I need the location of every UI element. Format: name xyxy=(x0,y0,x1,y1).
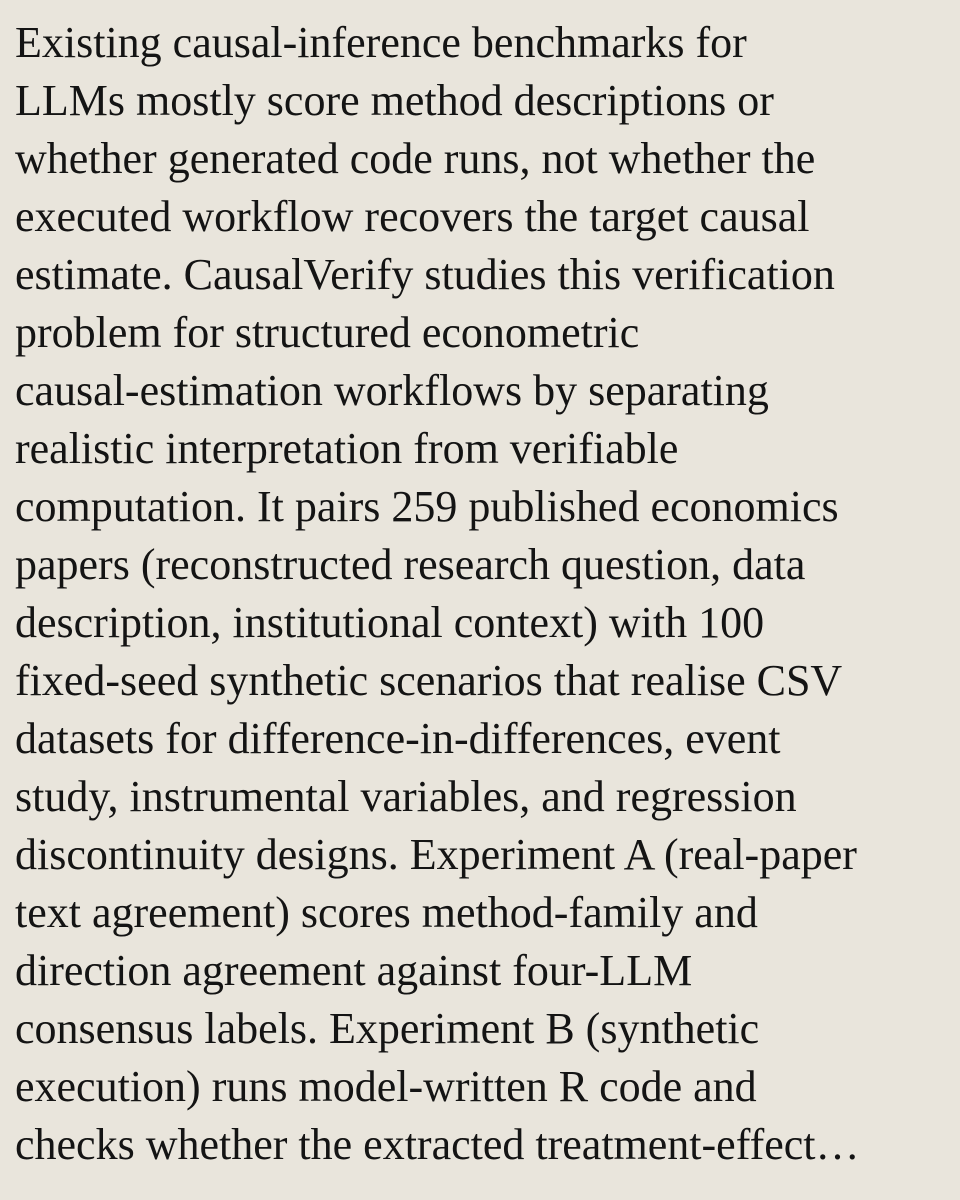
abstract-line: executed workflow recovers the target causal xyxy=(15,192,810,241)
abstract-line: study, instrumental variables, and regression xyxy=(15,772,797,821)
abstract-line: direction agreement against four-LLM xyxy=(15,946,693,995)
abstract-line: computation. It pairs 259 published economics xyxy=(15,482,839,531)
abstract-line: text agreement) scores method-family and xyxy=(15,888,758,937)
abstract-text xyxy=(15,14,960,1174)
abstract-line: fixed-seed synthetic scenarios that realise CSV xyxy=(15,656,843,705)
abstract-line: consensus labels. Experiment B (synthetic xyxy=(15,1004,760,1053)
abstract-line: description, institutional context) with 100 xyxy=(15,598,765,647)
abstract-line: estimate. CausalVerify studies this verification xyxy=(15,250,835,299)
abstract-line: datasets for difference-in-differences, event xyxy=(15,714,781,763)
abstract-line: execution) runs model-written R code and xyxy=(15,1062,757,1111)
abstract-line: papers (reconstructed research question, data xyxy=(15,540,806,589)
abstract-line: whether generated code runs, not whether the xyxy=(15,134,816,183)
abstract-line: discontinuity designs. Experiment A (real-paper xyxy=(15,830,857,879)
abstract-line: checks whether the extracted treatment-effect… xyxy=(15,1120,860,1169)
abstract-line: causal-estimation workflows by separating xyxy=(15,366,769,415)
abstract-line: LLMs mostly score method descriptions or xyxy=(15,76,774,125)
abstract-line: problem for structured econometric xyxy=(15,308,640,357)
abstract-line: Existing causal-inference benchmarks for xyxy=(15,18,747,67)
abstract-line: realistic interpretation from verifiable xyxy=(15,424,679,473)
